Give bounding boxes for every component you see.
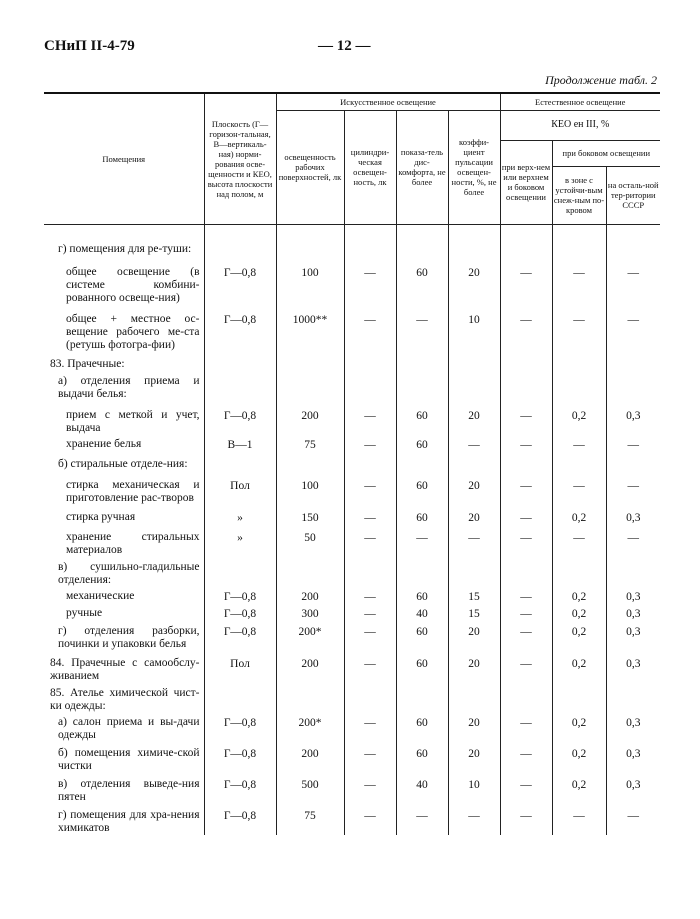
cell-discomfort: 60: [396, 256, 448, 305]
cell-discomfort: [396, 452, 448, 471]
cell-keo-side-snow: 0,2: [552, 773, 606, 804]
cell-discomfort: 60: [396, 471, 448, 505]
cell-keo-side-snow: —: [552, 804, 606, 835]
cell-discomfort: —: [396, 525, 448, 557]
cell-pulsation: —: [448, 804, 500, 835]
cell-pulsation: [448, 352, 500, 371]
table-body: [44, 224, 660, 835]
cell-pulsation: [448, 371, 500, 401]
cell-keo-top: —: [500, 651, 552, 683]
cell-pulsation: [448, 683, 500, 713]
cell-illuminance: [276, 683, 344, 713]
cell-cylindrical: —: [344, 525, 396, 557]
cell-pulsation: 20: [448, 651, 500, 683]
cell-keo-top: [500, 239, 552, 256]
cell-keo-top: —: [500, 401, 552, 435]
cell-illuminance: 100: [276, 256, 344, 305]
cell-keo-side-rest: 0,3: [606, 651, 660, 683]
col-header-plane: Плоскость (Г—горизон-тальная, В—вертикаль-ная) норми-рования осве-щенности и КЕО, высота плоскости над полом, м: [204, 93, 276, 224]
cell-plane: »: [204, 505, 276, 525]
room-name: г) отделения разборки, починки и упаковки белья: [58, 624, 200, 650]
cell-keo-side-snow: —: [552, 305, 606, 352]
cell-keo-side-snow: 0,2: [552, 401, 606, 435]
cell-illuminance: [276, 352, 344, 371]
room-name: в) отделения выведе-ния пятен: [58, 777, 200, 803]
cell-pulsation: —: [448, 525, 500, 557]
table-row: [44, 557, 660, 587]
cell-cylindrical: —: [344, 305, 396, 352]
cell-discomfort: 60: [396, 621, 448, 651]
cell-keo-side-rest: 0,3: [606, 742, 660, 773]
cell-keo-side-rest: [606, 239, 660, 256]
table-row: [44, 683, 660, 713]
cell-pulsation: [448, 239, 500, 256]
lighting-norms-table: [44, 92, 660, 835]
cell-discomfort: [396, 352, 448, 371]
cell-cylindrical: —: [344, 471, 396, 505]
cell-keo-top: —: [500, 525, 552, 557]
cell-illuminance: [276, 557, 344, 587]
cell-keo-side-rest: 0,3: [606, 713, 660, 742]
cell-plane: [204, 371, 276, 401]
cell-discomfort: [396, 557, 448, 587]
cell-keo-side-rest: 0,3: [606, 621, 660, 651]
cell-cylindrical: —: [344, 713, 396, 742]
room-name: хранение стиральных материалов: [66, 530, 200, 556]
cell-cylindrical: —: [344, 773, 396, 804]
cell-pulsation: 10: [448, 305, 500, 352]
cell-keo-side-rest: [606, 452, 660, 471]
cell-cylindrical: —: [344, 621, 396, 651]
room-name: хранение белья: [66, 437, 142, 450]
col-header-side-rest: на осталь-ной тер-ритории СССР: [606, 166, 660, 224]
table-row: [44, 401, 660, 435]
cell-discomfort: 60: [396, 587, 448, 604]
room-name: общее + местное ос-вещение рабочего ме-ста (ретушь фотогра-фии): [66, 312, 200, 351]
document-code: СНиП II-4-79: [44, 38, 135, 54]
cell-illuminance: 50: [276, 525, 344, 557]
cell-illuminance: 300: [276, 604, 344, 621]
table-row: [44, 452, 660, 471]
cell-keo-side-snow: 0,2: [552, 621, 606, 651]
room-name: б) стиральные отделе-ния:: [58, 457, 188, 470]
cell-illuminance: [276, 452, 344, 471]
cell-illuminance: 75: [276, 804, 344, 835]
cell-keo-top: —: [500, 505, 552, 525]
cell-plane: В—1: [204, 435, 276, 452]
room-name: а) салон приема и вы-дачи одежды: [58, 715, 200, 741]
table-header: [44, 93, 660, 224]
cell-keo-side-snow: [552, 352, 606, 371]
cell-illuminance: 200*: [276, 713, 344, 742]
cell-pulsation: 15: [448, 604, 500, 621]
cell-keo-side-rest: —: [606, 471, 660, 505]
cell-keo-side-rest: 0,3: [606, 505, 660, 525]
cell-discomfort: 40: [396, 604, 448, 621]
cell-keo-side-snow: —: [552, 256, 606, 305]
cell-cylindrical: —: [344, 651, 396, 683]
cell-discomfort: —: [396, 804, 448, 835]
cell-keo-side-rest: —: [606, 305, 660, 352]
cell-cylindrical: —: [344, 604, 396, 621]
table-row: [44, 651, 660, 683]
room-name: стирка механическая и приготовление рас-творов: [66, 478, 200, 504]
cell-keo-top: —: [500, 804, 552, 835]
table-row: [44, 435, 660, 452]
cell-pulsation: 20: [448, 401, 500, 435]
cell-plane: Г—0,8: [204, 621, 276, 651]
cell-discomfort: 60: [396, 651, 448, 683]
cell-pulsation: 20: [448, 471, 500, 505]
room-name: стирка ручная: [66, 510, 136, 523]
cell-discomfort: [396, 239, 448, 256]
cell-plane: Пол: [204, 471, 276, 505]
cell-keo-side-snow: [552, 557, 606, 587]
cell-keo-top: [500, 371, 552, 401]
cell-keo-side-snow: [552, 239, 606, 256]
page-number: — 12 —: [318, 38, 371, 54]
cell-illuminance: 500: [276, 773, 344, 804]
table-row: [44, 713, 660, 742]
col-header-pulsation: коэффи-циент пульсации освещен-ности, %, не более: [448, 110, 500, 224]
cell-keo-side-snow: 0,2: [552, 713, 606, 742]
cell-keo-side-snow: [552, 371, 606, 401]
room-name: г) помещения для хра-нения химикатов: [58, 808, 200, 834]
cell-plane: Г—0,8: [204, 773, 276, 804]
cell-pulsation: [448, 557, 500, 587]
cell-cylindrical: [344, 352, 396, 371]
cell-keo-side-snow: 0,2: [552, 651, 606, 683]
room-name: 84. Прачечные с самообслу-живанием: [50, 656, 200, 682]
cell-illuminance: [276, 239, 344, 256]
cell-plane: Г—0,8: [204, 587, 276, 604]
cell-pulsation: 20: [448, 742, 500, 773]
room-name: общее освещение (в системе комбини-рованного освеще-ния): [66, 265, 200, 304]
cell-cylindrical: [344, 452, 396, 471]
cell-cylindrical: —: [344, 804, 396, 835]
table-row: [44, 371, 660, 401]
cell-discomfort: 60: [396, 505, 448, 525]
table-row: [44, 239, 660, 256]
cell-discomfort: —: [396, 305, 448, 352]
cell-plane: Пол: [204, 651, 276, 683]
cell-illuminance: 100: [276, 471, 344, 505]
cell-keo-side-rest: 0,3: [606, 401, 660, 435]
cell-discomfort: 60: [396, 401, 448, 435]
room-name: прием с меткой и учет, выдача: [66, 408, 200, 434]
cell-plane: [204, 452, 276, 471]
cell-pulsation: 20: [448, 621, 500, 651]
cell-pulsation: 10: [448, 773, 500, 804]
cell-illuminance: 150: [276, 505, 344, 525]
col-header-illuminance: освещенность рабочих поверхностей, лк: [276, 110, 344, 224]
cell-cylindrical: —: [344, 256, 396, 305]
table-row: [44, 773, 660, 804]
cell-keo-side-rest: [606, 557, 660, 587]
cell-keo-side-rest: —: [606, 804, 660, 835]
cell-discomfort: [396, 371, 448, 401]
cell-keo-top: —: [500, 621, 552, 651]
cell-discomfort: 60: [396, 713, 448, 742]
cell-plane: Г—0,8: [204, 305, 276, 352]
cell-illuminance: 75: [276, 435, 344, 452]
col-header-artificial: Искусственное освещение: [276, 93, 500, 110]
cell-pulsation: 20: [448, 256, 500, 305]
cell-keo-side-snow: [552, 452, 606, 471]
cell-illuminance: 1000**: [276, 305, 344, 352]
cell-illuminance: [276, 371, 344, 401]
cell-plane: Г—0,8: [204, 401, 276, 435]
cell-keo-side-rest: 0,3: [606, 587, 660, 604]
cell-plane: »: [204, 525, 276, 557]
room-name: 85. Ателье химической чист-ки одежды:: [50, 686, 200, 712]
cell-illuminance: 200: [276, 587, 344, 604]
cell-keo-side-rest: 0,3: [606, 773, 660, 804]
cell-cylindrical: [344, 239, 396, 256]
cell-keo-side-snow: 0,2: [552, 604, 606, 621]
cell-plane: [204, 239, 276, 256]
cell-keo-side-rest: 0,3: [606, 604, 660, 621]
cell-pulsation: [448, 452, 500, 471]
cell-keo-side-snow: —: [552, 525, 606, 557]
col-header-discomfort: показа-тель дис-комфорта, не более: [396, 110, 448, 224]
cell-illuminance: 200*: [276, 621, 344, 651]
room-name: г) помещения для ре-туши:: [58, 242, 192, 255]
room-name: а) отделения приема и выдачи белья:: [58, 374, 200, 400]
cell-keo-side-snow: —: [552, 471, 606, 505]
room-name: 83. Прачечные:: [50, 357, 125, 370]
cell-keo-side-rest: —: [606, 256, 660, 305]
table-row: [44, 604, 660, 621]
cell-keo-top: —: [500, 587, 552, 604]
table-row: [44, 621, 660, 651]
table-row: [44, 471, 660, 505]
cell-plane: [204, 557, 276, 587]
table-row: [44, 742, 660, 773]
cell-keo-top: [500, 557, 552, 587]
cell-keo-side-snow: 0,2: [552, 742, 606, 773]
cell-plane: [204, 683, 276, 713]
cell-keo-side-snow: —: [552, 435, 606, 452]
cell-plane: [204, 352, 276, 371]
cell-keo-side-snow: [552, 683, 606, 713]
room-name: ручные: [66, 606, 103, 619]
cell-plane: Г—0,8: [204, 713, 276, 742]
col-header-side-snow: в зоне с устойчи-вым снеж-ным по-кровом: [552, 166, 606, 224]
cell-cylindrical: —: [344, 505, 396, 525]
cell-keo-side-rest: —: [606, 525, 660, 557]
cell-keo-top: [500, 683, 552, 713]
table-row: [44, 256, 660, 305]
cell-keo-side-rest: [606, 371, 660, 401]
cell-keo-top: —: [500, 305, 552, 352]
cell-discomfort: 40: [396, 773, 448, 804]
cell-discomfort: 60: [396, 435, 448, 452]
cell-keo-top: —: [500, 742, 552, 773]
cell-illuminance: 200: [276, 401, 344, 435]
cell-cylindrical: [344, 371, 396, 401]
room-name: б) помещения химиче-ской чистки: [58, 746, 200, 772]
cell-keo-top: [500, 352, 552, 371]
cell-illuminance: 200: [276, 742, 344, 773]
cell-cylindrical: —: [344, 742, 396, 773]
cell-keo-top: —: [500, 713, 552, 742]
table-row: [44, 305, 660, 352]
cell-keo-top: —: [500, 773, 552, 804]
cell-keo-top: [500, 452, 552, 471]
cell-keo-side-rest: —: [606, 435, 660, 452]
cell-plane: Г—0,8: [204, 742, 276, 773]
cell-illuminance: 200: [276, 651, 344, 683]
cell-plane: Г—0,8: [204, 256, 276, 305]
table-row: [44, 505, 660, 525]
col-header-keo: КЕО eн III, %: [500, 110, 660, 140]
cell-cylindrical: —: [344, 587, 396, 604]
col-header-top-light: при верх-нем или верхнем и боковом освещении: [500, 140, 552, 224]
col-header-cylindrical: цилиндри-ческая освещен-ность, лк: [344, 110, 396, 224]
cell-cylindrical: —: [344, 435, 396, 452]
cell-keo-top: —: [500, 435, 552, 452]
cell-pulsation: —: [448, 435, 500, 452]
cell-cylindrical: —: [344, 401, 396, 435]
cell-pulsation: 20: [448, 505, 500, 525]
cell-keo-top: —: [500, 471, 552, 505]
cell-keo-top: —: [500, 604, 552, 621]
cell-plane: Г—0,8: [204, 804, 276, 835]
table-continuation-label: Продолжение табл. 2: [545, 73, 657, 87]
cell-keo-top: —: [500, 256, 552, 305]
cell-keo-side-snow: 0,2: [552, 505, 606, 525]
col-header-room: Помещения: [44, 93, 204, 224]
cell-cylindrical: [344, 683, 396, 713]
table-row: [44, 352, 660, 371]
room-name: в) сушильно-гладильные отделения:: [58, 560, 200, 586]
col-header-natural: Естественное освещение: [500, 93, 660, 110]
cell-pulsation: 20: [448, 713, 500, 742]
cell-keo-side-rest: [606, 352, 660, 371]
room-name: механические: [66, 589, 135, 602]
cell-discomfort: 60: [396, 742, 448, 773]
cell-keo-side-snow: 0,2: [552, 587, 606, 604]
table-row: [44, 804, 660, 835]
cell-cylindrical: [344, 557, 396, 587]
table-row: [44, 525, 660, 557]
cell-keo-side-rest: [606, 683, 660, 713]
cell-plane: Г—0,8: [204, 604, 276, 621]
cell-discomfort: [396, 683, 448, 713]
table-row: [44, 587, 660, 604]
cell-pulsation: 15: [448, 587, 500, 604]
col-header-side-light: при боковом освещении: [552, 140, 660, 166]
